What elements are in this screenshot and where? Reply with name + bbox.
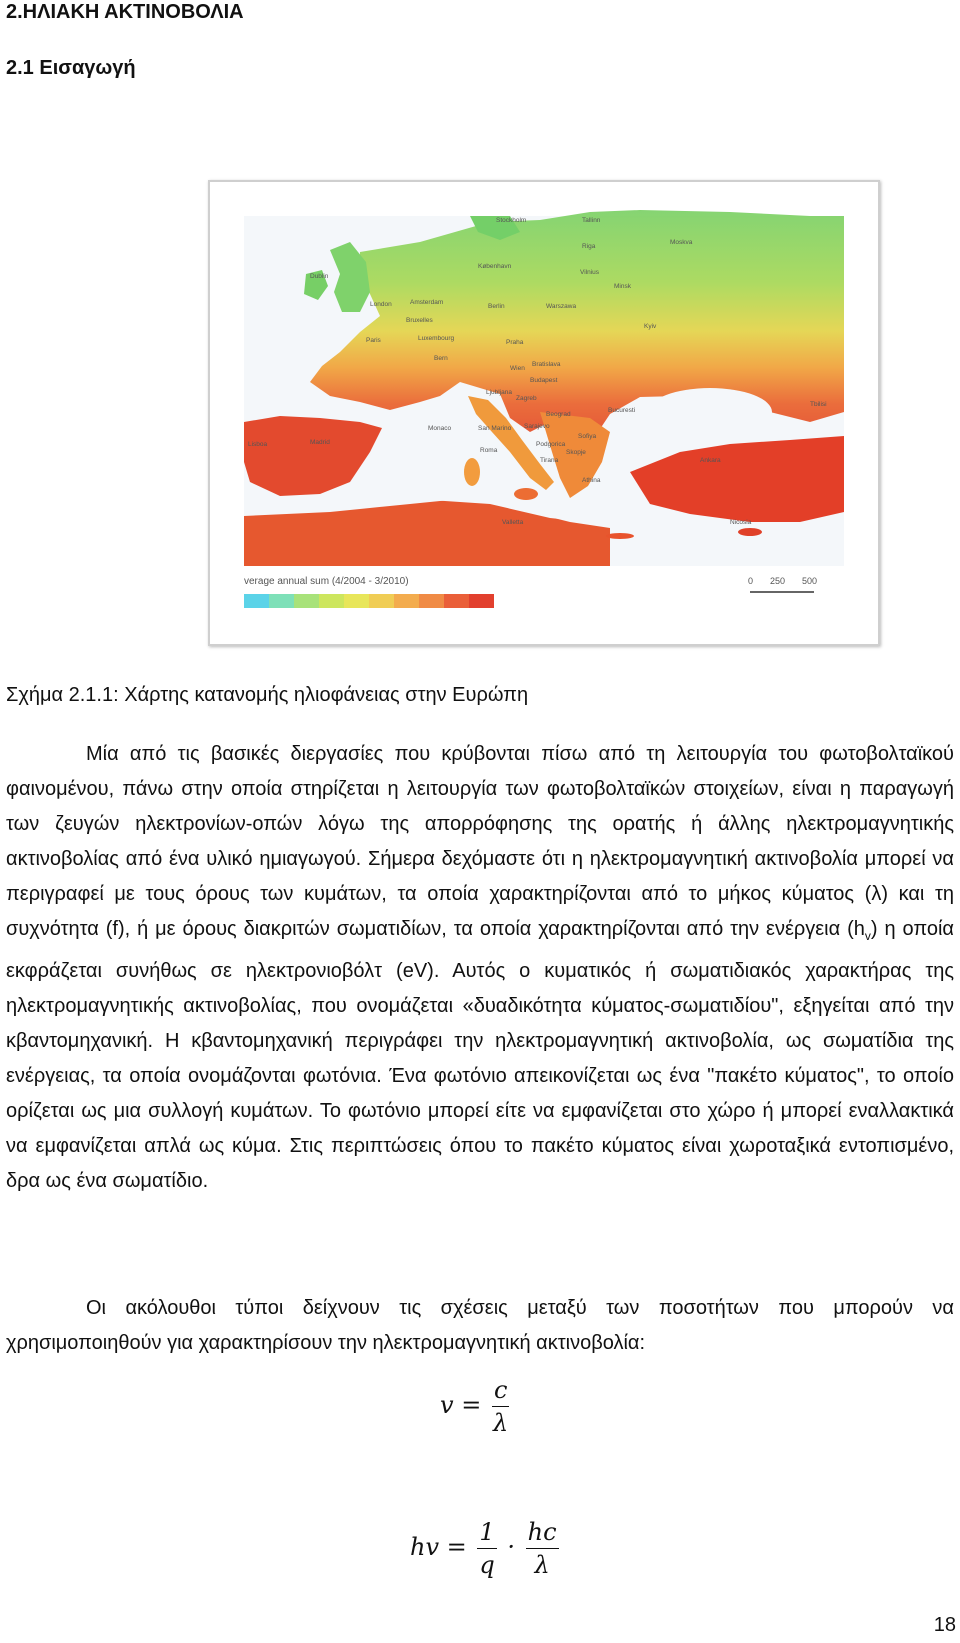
city-label: Roma [480,447,498,454]
city-label: Valletta [502,519,524,526]
city-label: Tirana [540,457,559,464]
eq2-numerator-1: 1 [477,1518,496,1549]
legend-swatch [469,594,494,608]
figure-frame [208,180,880,646]
city-label: Paris [366,337,381,344]
city-label: Tbilisi [810,401,827,408]
legend-color-bar [244,594,494,608]
city-label: Warszawa [546,303,577,310]
scale-label-0: 0 [748,576,754,586]
scale-label-500: 500 [802,576,818,586]
city-label: Monaco [428,425,452,432]
eq2-fraction-2 [526,1518,559,1579]
legend-swatch [394,594,419,608]
eq2-lhs: hv = [410,1533,467,1561]
legend-swatch [419,594,444,608]
eq2-fraction-1 [477,1518,496,1579]
city-label: Zagreb [516,395,537,402]
page-number: 18 [933,1614,956,1636]
legend-swatch [319,594,344,608]
eq2-denominator-2: λ [534,1551,550,1579]
city-label: Kyiv [644,323,657,330]
city-label: Praha [506,339,524,346]
paragraph-2-text: Οι ακόλουθοι τύποι δείχνουν τις σχέσεις μεταξύ των ποσοτήτων που μπορούν να χρησιμοποιηθούν για χαρακτηρίσουν την ηλεκτρομαγνητική ακτινοβολία: [6,1297,954,1354]
city-label: Moskva [670,239,693,246]
paragraph-1-text: Μία από τις βασικές διεργασίες που κρύβονται πίσω από τη λειτουργία του φωτοβολταϊκού φαινομένου, πάνω στην οποία στηρίζεται η λειτουργία των φωτοβολταϊκών στοιχείων, είναι η παραγωγή των ζευγών ηλεκτρονίων-οπών λόγω της απορρόφησης της ορατής ή άλλης ηλεκτρομαγνητικής ακτινοβολίας από ένα υλικό ημιαγωγού. Σήμερα δεχόμαστε ότι η ηλεκτρομαγνητική ακτινοβολία μπορεί να περιγραφεί με τους όρους των κυμάτων, τα οποία χαρακτηρίζονται από το μήκος κύματος (λ) και τη συχνότητα (f), ή με όρους διακριτών σωματιδίων, τα οποία χαρακτηρίζονται από την ενέργεια (h [6,743,954,940]
legend-swatch [244,594,269,608]
city-label: Madrid [310,439,330,446]
city-label: Sofiya [578,433,597,440]
city-label: Budapest [530,377,558,384]
legend-swatch [269,594,294,608]
europe-irradiation-map [210,182,878,644]
city-label: Ljubljana [486,389,513,396]
paragraph-1-text-rest: ) η οποία εκφράζεται συνήθως σε ηλεκτρονιοβόλτ (eV). Αυτός ο κυματικός ή σωματιδιακός χαρακτήρας της ηλεκτρομαγνητικής ακτινοβολίας, που ονομάζεται «δυαδικότητα κύματος-σωματιδίου", εξηγείται από την κβαντομηχανική. Η κβαντομηχανική περιγράφει την ηλεκτρομαγνητική ακτινοβολία, ως σωματίδια της ενέργειας, τα οποία ονομάζονται φωτόνια. Ένα φωτόνιο απεικονίζεται ως ένα "πακέτο κύματος", το οποίο ορίζεται ως μια συλλογή κυμάτων. Το φωτόνιο μπορεί είτε να εμφανίζεται στο χώρο ή μπορεί εναλλακτικά να εμφανίζεται απλά ως κύμα. Στις περιπτώσεις όπου το πακέτο κύματος είναι χωροταξικά εντοπισμένο, δρα ως ένα σωματίδιο. [6,918,954,1192]
city-label: Luxembourg [418,335,455,342]
city-label: Podgorica [536,441,566,448]
city-label: Dublin [310,273,329,280]
eq2-numerator-2: hc [526,1518,559,1549]
legend-swatch [294,594,319,608]
city-label: Amsterdam [410,299,444,306]
city-label: Nicosia [730,519,752,526]
equation-frequency [440,1376,512,1437]
city-label: Bern [434,355,448,362]
city-label: Beograd [546,411,571,418]
city-label: Wien [510,365,525,372]
city-label: Stockholm [496,217,527,224]
figure-caption: Σχήμα 2.1.1: Χάρτης κατανομής ηλιοφάνειας στην Ευρώπη [6,684,529,706]
legend-swatch [369,594,394,608]
city-label: Vilnius [580,269,600,276]
city-label: Ankara [700,457,721,464]
body-paragraph-2 [6,1291,954,1361]
city-label: Lisboa [248,441,268,448]
section-heading: 2.1 Εισαγωγή [6,57,136,79]
map-area [244,210,844,566]
city-label: Sarajevo [524,423,550,430]
eq1-fraction [492,1376,509,1437]
city-label: Skopje [566,449,586,456]
chapter-heading: 2.ΗΛΙΑΚΗ ΑΚΤΙΝΟΒΟΛΙΑ [6,1,244,23]
scale-label-250: 250 [770,576,786,586]
equation-energy [410,1518,562,1579]
city-label: Athina [582,477,601,484]
city-label: Minsk [614,283,631,290]
eq1-numerator: c [492,1376,509,1407]
city-label: San Marino [478,425,512,432]
legend-text: verage annual sum (4/2004 - 3/2010) [244,576,409,587]
city-label: Bratislava [532,361,561,368]
legend-swatch [444,594,469,608]
scale-bar [748,576,817,592]
city-label: Bucuresti [608,407,636,414]
city-label: Berlin [488,303,505,310]
city-label: København [478,263,512,270]
eq1-denominator: λ [493,1409,509,1437]
city-label: Bruxelles [406,317,433,324]
eq2-dot: · [507,1533,515,1561]
city-label: Riga [582,243,596,250]
legend-swatch [344,594,369,608]
paragraph-1-subscript: v [864,929,871,943]
eq2-denominator-1: q [479,1551,495,1579]
city-label: London [370,301,392,308]
eq1-lhs: v = [440,1391,482,1419]
city-label: Tallinn [582,217,601,224]
body-paragraph-1 [6,737,954,1199]
